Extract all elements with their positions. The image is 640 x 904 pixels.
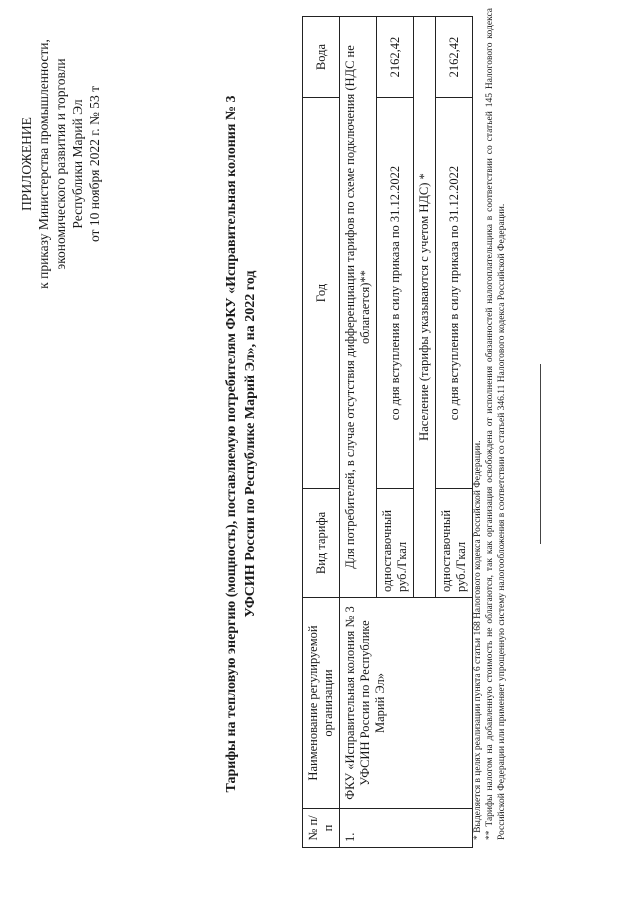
header-org: Наименование регулируемой организации (303, 598, 340, 809)
tariff-table (302, 16, 473, 848)
appendix-line: экономического развития и торговли (53, 58, 68, 270)
tariff-kind-cell: одноставочный руб./Гкал (377, 489, 414, 598)
section-consumers: Для потребителей, в случае отсутствия дифференциации тарифов по схеме подключения (НДС не облагается)** (340, 17, 377, 598)
tariff-kind-cell: одноставочный руб./Гкал (436, 489, 473, 598)
appendix-heading: ПРИЛОЖЕНИЕ (19, 117, 34, 211)
appendix-line: к приказу Министерства промышленности, (36, 39, 51, 289)
title-line-2: УФСИН России по Республике Марий Эл», на 2022 год (243, 270, 258, 618)
document-title (222, 54, 260, 834)
header-year: Год (303, 98, 340, 489)
header-value: Вода (303, 17, 340, 98)
divider-line (540, 364, 541, 544)
section-population: Население (тарифы указываются с учетом НДС) * (414, 17, 436, 598)
appendix-line: от 10 ноября 2022 г. № 53 т (87, 85, 102, 243)
header-kind: Вид тарифа (303, 489, 340, 598)
period-cell: со дня вступления в силу приказа по 31.12.2022 (436, 98, 473, 489)
appendix-header (18, 14, 103, 314)
org-name-cell: ФКУ «Исправительная колония № 3 УФСИН России по Республике Марий Эл» (340, 598, 473, 809)
table-header-row (303, 17, 340, 848)
row-number: 1. (340, 809, 473, 848)
value-cell: 2162,42 (436, 17, 473, 98)
value-cell: 2162,42 (377, 17, 414, 98)
title-line-1: Тарифы на тепловую энергию (мощность), поставляемую потребителям ФКУ «Исправительная колония № 3 (224, 95, 239, 793)
period-cell: со дня вступления в силу приказа по 31.12.2022 (377, 98, 414, 489)
header-no: № п/п (303, 809, 340, 848)
table-row (340, 17, 377, 848)
footnotes (472, 8, 508, 840)
footnote-1: * Выделяется в целях реализации пункта 6 статьи 168 Налогового кодекса Российской Федерации. (473, 440, 483, 840)
footnote-2: ** Тарифы налогом на добавленную стоимость не облагаются, так как организация освобождена от исполнения обязанностей налогоплательщика в соответствии со статьей 145 Налогового кодекса Российской Федерации или применяет упрощенную систему налогообложения в соответствии со статьей 346.11 Налогового кодекса Российской Федерации. (485, 8, 507, 840)
appendix-line: Республики Марий Эл (70, 99, 85, 229)
